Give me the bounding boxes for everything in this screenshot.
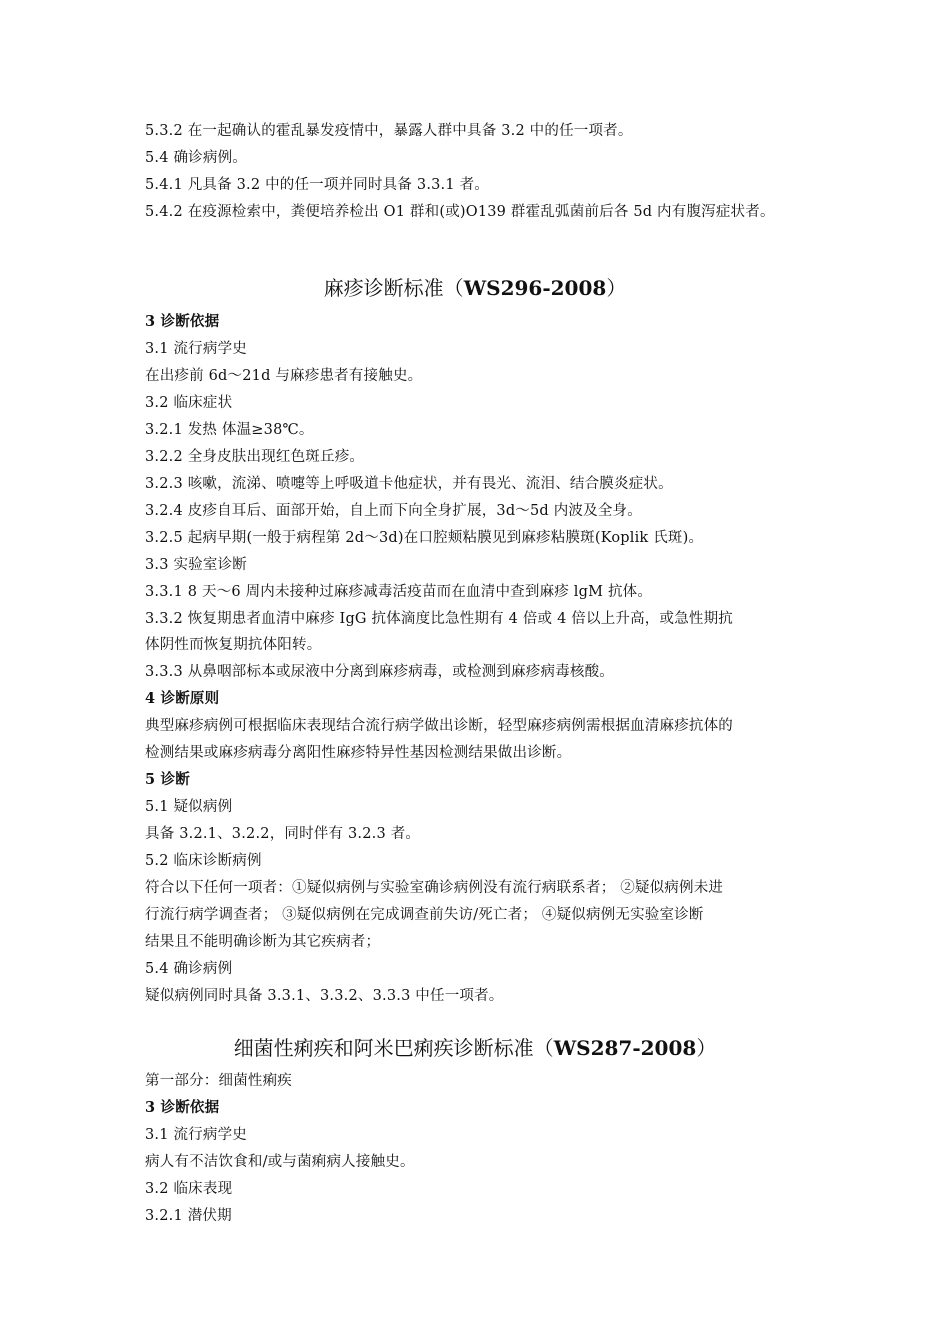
text-line: 3.3 实验室诊断 <box>145 557 247 573</box>
text-line: 体阴性而恢复期抗体阳转。 <box>145 637 322 653</box>
section-heading: 3 诊断依据 <box>145 313 220 330</box>
dysentery-title <box>0 1034 950 1062</box>
text-line: 病人有不洁饮食和/或与菌痢病人接触史。 <box>145 1154 415 1170</box>
text-line: 第一部分：细菌性痢疾 <box>145 1073 292 1089</box>
measles-title-text: 麻疹诊断标准（ <box>323 276 464 300</box>
text-line: 在出疹前 6d～21d 与麻疹患者有接触史。 <box>145 368 423 384</box>
text-line: 3.2 临床症状 <box>145 395 233 411</box>
dysentery-title-code: WS287-2008 <box>553 1036 697 1060</box>
text-line: 3.2.5 起病早期(一般于病程第 2d～3d)在口腔颊粘膜见到麻疹粘膜斑(Koplik 氏斑)。 <box>145 530 704 546</box>
text-line: 具备 3.2.1、3.2.2，同时伴有 3.2.3 者。 <box>145 826 421 842</box>
text-line: 5.2 临床诊断病例 <box>145 853 262 869</box>
text-line: 3.2.2 全身皮肤出现红色斑丘疹。 <box>145 449 365 465</box>
text-line: 3.1 流行病学史 <box>145 1127 247 1143</box>
section-heading: 5 诊断 <box>145 771 190 788</box>
section-heading: 4 诊断原则 <box>145 690 220 707</box>
text-line: 3.1 流行病学史 <box>145 341 247 357</box>
text-line: 3.2.1 潜伏期 <box>145 1208 232 1224</box>
text-line: 5.4 确诊病例 <box>145 961 233 977</box>
dysentery-title-end: ） <box>696 1036 717 1060</box>
section-heading: 3 诊断依据 <box>145 1099 220 1116</box>
text-line: 3.3.3 从鼻咽部标本或尿液中分离到麻疹病毒，或检测到麻疹病毒核酸。 <box>145 664 615 680</box>
text-line: 3.2 临床表现 <box>145 1181 233 1197</box>
text-line: 检测结果或麻疹病毒分离阳性麻疹特异性基因检测结果做出诊断。 <box>145 745 572 761</box>
text-line: 5.3.2 在一起确认的霍乱暴发疫情中，暴露人群中具备 3.2 中的任一项者。 <box>145 123 633 139</box>
text-line: 3.2.1 发热 体温≥38℃。 <box>145 422 314 438</box>
text-line: 行流行病学调查者； ③疑似病例在完成调查前失访/死亡者； ④疑似病例无实验室诊断 <box>145 907 704 923</box>
text-line: 5.4.2 在疫源检索中，粪便培养检出 O1 群和(或)O139 群霍乱弧菌前后各 5d 内有腹泻症状者。 <box>145 204 775 220</box>
text-line: 疑似病例同时具备 3.3.1、3.3.2、3.3.3 中任一项者。 <box>145 988 504 1004</box>
text-line: 符合以下任何一项者：①疑似病例与实验室确诊病例没有流行病联系者； ②疑似病例未进 <box>145 880 724 896</box>
text-line: 结果且不能明确诊断为其它疾病者； <box>145 934 381 950</box>
text-line: 3.2.4 皮疹自耳后、面部开始，自上而下向全身扩展，3d～5d 内波及全身。 <box>145 503 642 519</box>
text-line: 3.2.3 咳嗽，流涕、喷嚏等上呼吸道卡他症状，并有畏光、流泪、结合膜炎症状。 <box>145 476 673 492</box>
measles-title-end: ） <box>606 276 627 300</box>
dysentery-title-text: 细菌性痢疾和阿米巴痢疾诊断标准（ <box>233 1036 554 1060</box>
text-line: 典型麻疹病例可根据临床表现结合流行病学做出诊断，轻型麻疹病例需根据血清麻疹抗体的 <box>145 718 733 734</box>
text-line: 3.3.1 8 天～6 周内未接种过麻疹减毒活疫苗而在血清中查到麻疹 lgM 抗体。 <box>145 584 653 600</box>
measles-title <box>0 274 950 302</box>
text-line: 5.1 疑似病例 <box>145 799 233 815</box>
measles-title-code: WS296-2008 <box>463 276 607 300</box>
text-line: 5.4 确诊病例。 <box>145 150 247 166</box>
text-line: 3.3.2 恢复期患者血清中麻疹 IgG 抗体滴度比急性期有 4 倍或 4 倍以上升高，或急性期抗 <box>145 611 733 627</box>
text-line: 5.4.1 凡具备 3.2 中的任一项并同时具备 3.3.1 者。 <box>145 177 489 193</box>
